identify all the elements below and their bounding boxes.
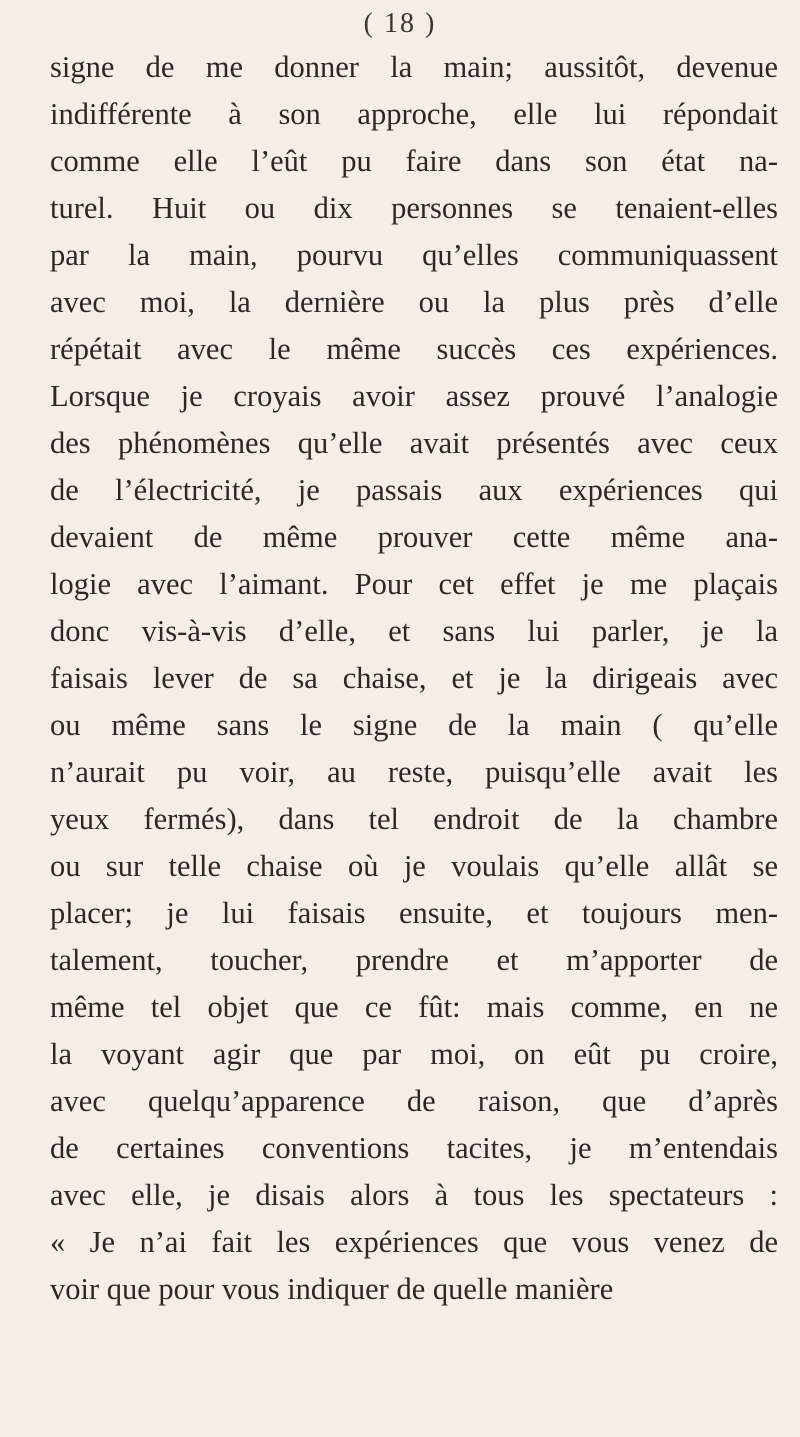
text-line: signe de me donner la main; aussitôt, devenue (50, 50, 778, 84)
text-line: ou sur telle chaise où je voulais qu’elle allât se (50, 849, 778, 883)
text-line: indifférente à son approche, elle lui répondait (50, 97, 778, 131)
text-line: turel. Huit ou dix personnes se tenaient-elles (50, 191, 778, 225)
text-line: devaient de même prouver cette même ana- (50, 520, 778, 554)
text-line: ou même sans le signe de la main ( qu’elle (50, 708, 778, 742)
text-line: de l’électricité, je passais aux expériences qui (50, 473, 778, 507)
text-line: placer; je lui faisais ensuite, et toujours men- (50, 896, 778, 930)
text-line: la voyant agir que par moi, on eût pu croire, (50, 1037, 778, 1071)
text-line: yeux fermés), dans tel endroit de la chambre (50, 802, 778, 836)
text-line: talement, toucher, prendre et m’apporter de (50, 943, 778, 977)
text-line: répétait avec le même succès ces expériences. (50, 332, 778, 366)
text-line: logie avec l’aimant. Pour cet effet je me plaçais (50, 567, 778, 601)
text-line: voir que pour vous indiquer de quelle manière (50, 1272, 614, 1306)
text-line: avec quelqu’apparence de raison, que d’après (50, 1084, 778, 1118)
text-line: avec elle, je disais alors à tous les spectateurs : (50, 1178, 778, 1212)
text-line: avec moi, la dernière ou la plus près d’elle (50, 285, 778, 319)
text-line: n’aurait pu voir, au reste, puisqu’elle avait les (50, 755, 778, 789)
text-line: faisais lever de sa chaise, et je la dirigeais avec (50, 661, 778, 695)
text-line: « Je n’ai fait les expériences que vous venez de (50, 1225, 778, 1259)
text-line: comme elle l’eût pu faire dans son état na- (50, 144, 778, 178)
page-number: ( 18 ) (363, 8, 437, 39)
text-line: des phénomènes qu’elle avait présentés avec ceux (50, 426, 778, 460)
text-line: de certaines conventions tacites, je m’entendais (50, 1131, 778, 1165)
text-line: Lorsque je croyais avoir assez prouvé l’analogie (50, 379, 778, 413)
text-line: même tel objet que ce fût: mais comme, en ne (50, 990, 778, 1024)
body-text (50, 44, 778, 1313)
text-line: donc vis-à-vis d’elle, et sans lui parler, je la (50, 614, 778, 648)
text-line: par la main, pourvu qu’elles communiquassent (50, 238, 778, 272)
